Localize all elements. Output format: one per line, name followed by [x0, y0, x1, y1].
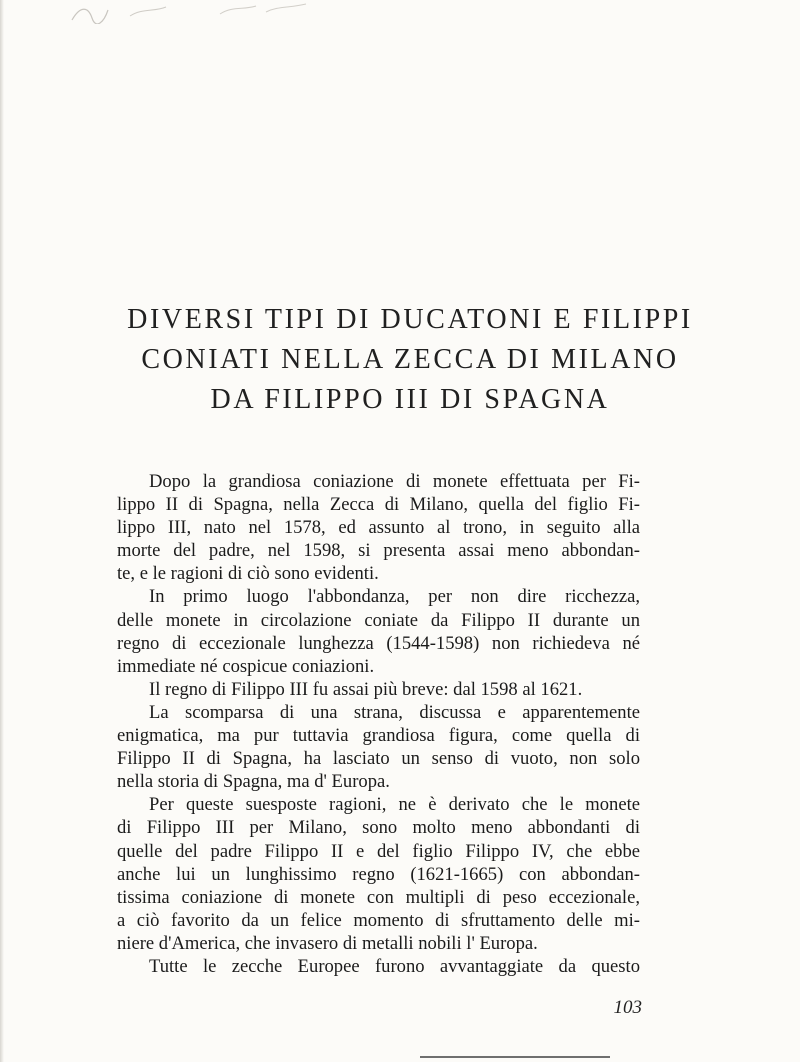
title-line: DIVERSI TIPI DI DUCATONI E FILIPPI — [127, 304, 693, 335]
title-line: DA FILIPPO III DI SPAGNA — [210, 384, 610, 415]
page-number: 103 — [613, 997, 642, 1018]
text-line: In primo luogo l'abbondanza, per non dire ricchezza, — [149, 586, 640, 608]
text-line: immediate né cospicue coniazioni. — [117, 655, 375, 677]
text-line: Dopo la grandiosa coniazione di monete effettuata per Fi- — [149, 471, 640, 492]
text-line: Tutte le zecche Europee furono avvantaggiate da questo — [149, 955, 640, 977]
text-line: nella storia di Spagna, ma d' Europa. — [117, 771, 390, 793]
text-line: Filippo II di Spagna, ha lasciato un senso di vuoto, non solo — [117, 748, 640, 770]
text-line: di Filippo III per Milano, sono molto meno abbondanti di — [117, 817, 640, 839]
text-line: a ciò favorito da un felice momento di sfruttamento delle mi- — [117, 909, 640, 931]
title-line: CONIATI NELLA ZECCA DI MILANO — [141, 344, 679, 375]
text-line: delle monete in circolazione coniate da Filippo II durante un — [117, 609, 640, 631]
text-line: tissima coniazione di monete con multipli di peso eccezionale, — [117, 886, 640, 908]
text-line: La scomparsa di una strana, discussa e apparentemente — [149, 701, 640, 723]
pencil-scribble-mark — [70, 2, 310, 24]
text-line: regno di eccezionale lunghezza (1544-1598) non richiedeva né — [117, 632, 640, 654]
text-line: lippo III, nato nel 1578, ed assunto al trono, in seguito alla — [117, 517, 640, 539]
text-line: Per queste suesposte ragioni, ne è derivato che le monete — [149, 794, 640, 816]
text-line: te, e le ragioni di ciò sono evidenti. — [117, 563, 379, 585]
text-line: lippo II di Spagna, nella Zecca di Milano, quella del figlio Fi- — [117, 494, 640, 516]
text-line: quelle del padre Filippo II e del figlio Filippo IV, che ebbe — [117, 840, 640, 862]
text-line: Il regno di Filippo III fu assai più breve: dal 1598 al 1621. — [149, 678, 583, 700]
chapter-title — [60, 300, 760, 420]
bottom-divider-line — [420, 1056, 610, 1058]
text-line: morte del padre, nel 1598, si presenta assai meno abbondan- — [117, 540, 640, 562]
body-text — [117, 470, 640, 978]
text-line: anche lui un lunghissimo regno (1621-1665) con abbondan- — [117, 863, 640, 885]
page-edge-shadow — [0, 0, 4, 1062]
text-line: niere d'America, che invasero di metalli nobili l' Europa. — [117, 932, 538, 954]
text-line: enigmatica, ma pur tuttavia grandiosa figura, come quella di — [117, 725, 640, 747]
